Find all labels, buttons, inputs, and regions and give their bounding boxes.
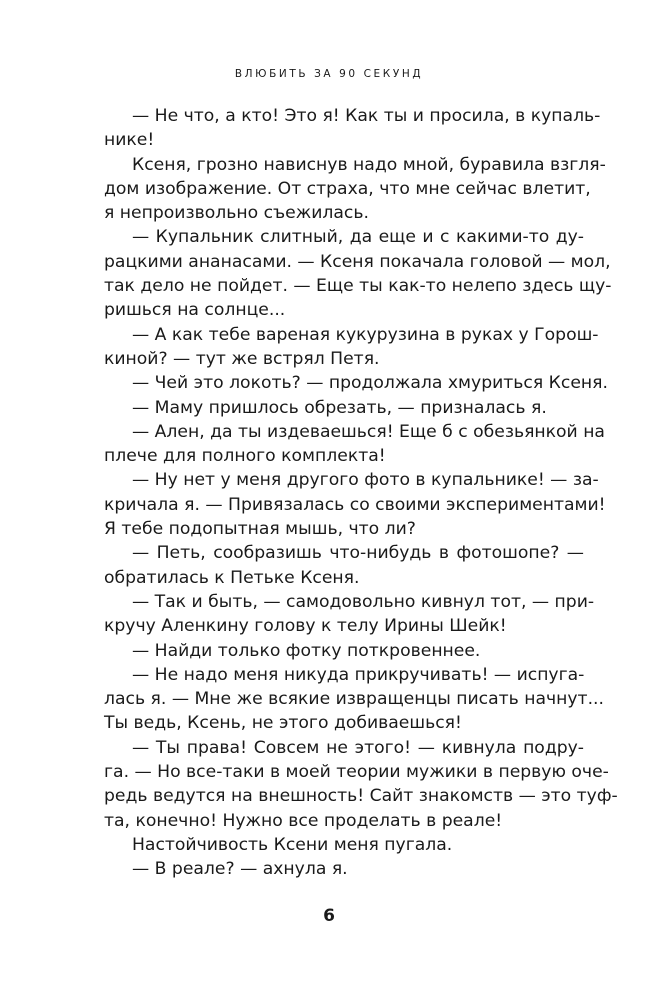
- page-number: 6: [323, 906, 335, 926]
- text-line: кручу Аленкину голову к телу Ирины Шейк!: [104, 616, 507, 637]
- text-line: так дело не пойдет. — Еще ты как-то нелепо здесь щу-: [104, 276, 612, 297]
- text-line: редь ведутся на внешность! Сайт знакомств — это туф-: [104, 786, 618, 807]
- text-line: нике!: [104, 130, 155, 151]
- text-line: — Маму пришлось обрезать, — призналась я.: [132, 397, 547, 418]
- text-line: — А как тебе вареная кукурузина в руках у Горош-: [132, 324, 599, 345]
- text-line: обратилась к Петьке Ксеня.: [104, 567, 360, 588]
- text-line: я непроизвольно съежилась.: [104, 203, 369, 224]
- text-line: кричала я. — Привязалась со своими экспериментами!: [104, 494, 606, 515]
- text-line: Ты ведь, Ксень, не этого добиваешься!: [104, 713, 462, 734]
- text-line: га. — Но все-таки в моей теории мужики в первую оче-: [104, 762, 609, 783]
- text-line: — Купальник слитный, да еще и с какими-то ду-: [132, 227, 584, 248]
- text-line: лась я. — Мне же всякие извращенцы писать начнут...: [104, 689, 604, 710]
- body-text: [104, 104, 618, 882]
- text-line: — Ален, да ты издеваешься! Еще б с обезьянкой на: [132, 421, 605, 442]
- text-line: дом изображение. От страха, что мне сейчас влетит,: [104, 178, 591, 199]
- text-line: — Ну нет у меня другого фото в купальнике! — за-: [132, 470, 599, 491]
- text-line: ришься на солнце...: [104, 300, 286, 321]
- text-line: Настойчивость Ксени меня пугала.: [132, 834, 453, 855]
- text-line: та, конечно! Нужно все проделать в реале!: [104, 810, 503, 831]
- text-line: — Петь, сообразишь что-нибудь в фотошопе? —: [132, 543, 584, 564]
- text-line: — Ты права! Совсем не этого! — кивнула подру-: [132, 737, 584, 758]
- running-title: ВЛЮБИТЬ ЗА 90 СЕКУНД: [234, 68, 424, 80]
- text-line: Я тебе подопытная мышь, что ли?: [104, 519, 416, 540]
- text-line: — Чей это локоть? — продолжала хмуриться Ксеня.: [132, 373, 608, 394]
- text-line: Ксеня, грозно нависнув надо мной, буравила взгля-: [132, 154, 606, 175]
- text-line: — Найди только фотку поткровеннее.: [132, 640, 481, 661]
- text-line: — Не надо меня никуда прикручивать! — испуга-: [132, 664, 585, 685]
- text-line: — Так и быть, — самодовольно кивнул тот, — при-: [132, 591, 595, 612]
- text-line: — Не что, а кто! Это я! Как ты и просила, в купаль-: [132, 106, 601, 126]
- text-line: рацкими ананасами. — Ксеня покачала головой — мол,: [104, 251, 611, 272]
- text-line: киной? — тут же встрял Петя.: [104, 348, 380, 369]
- text-line: плече для полного комплекта!: [104, 446, 386, 467]
- text-line: — В реале? — ахнула я.: [132, 859, 348, 880]
